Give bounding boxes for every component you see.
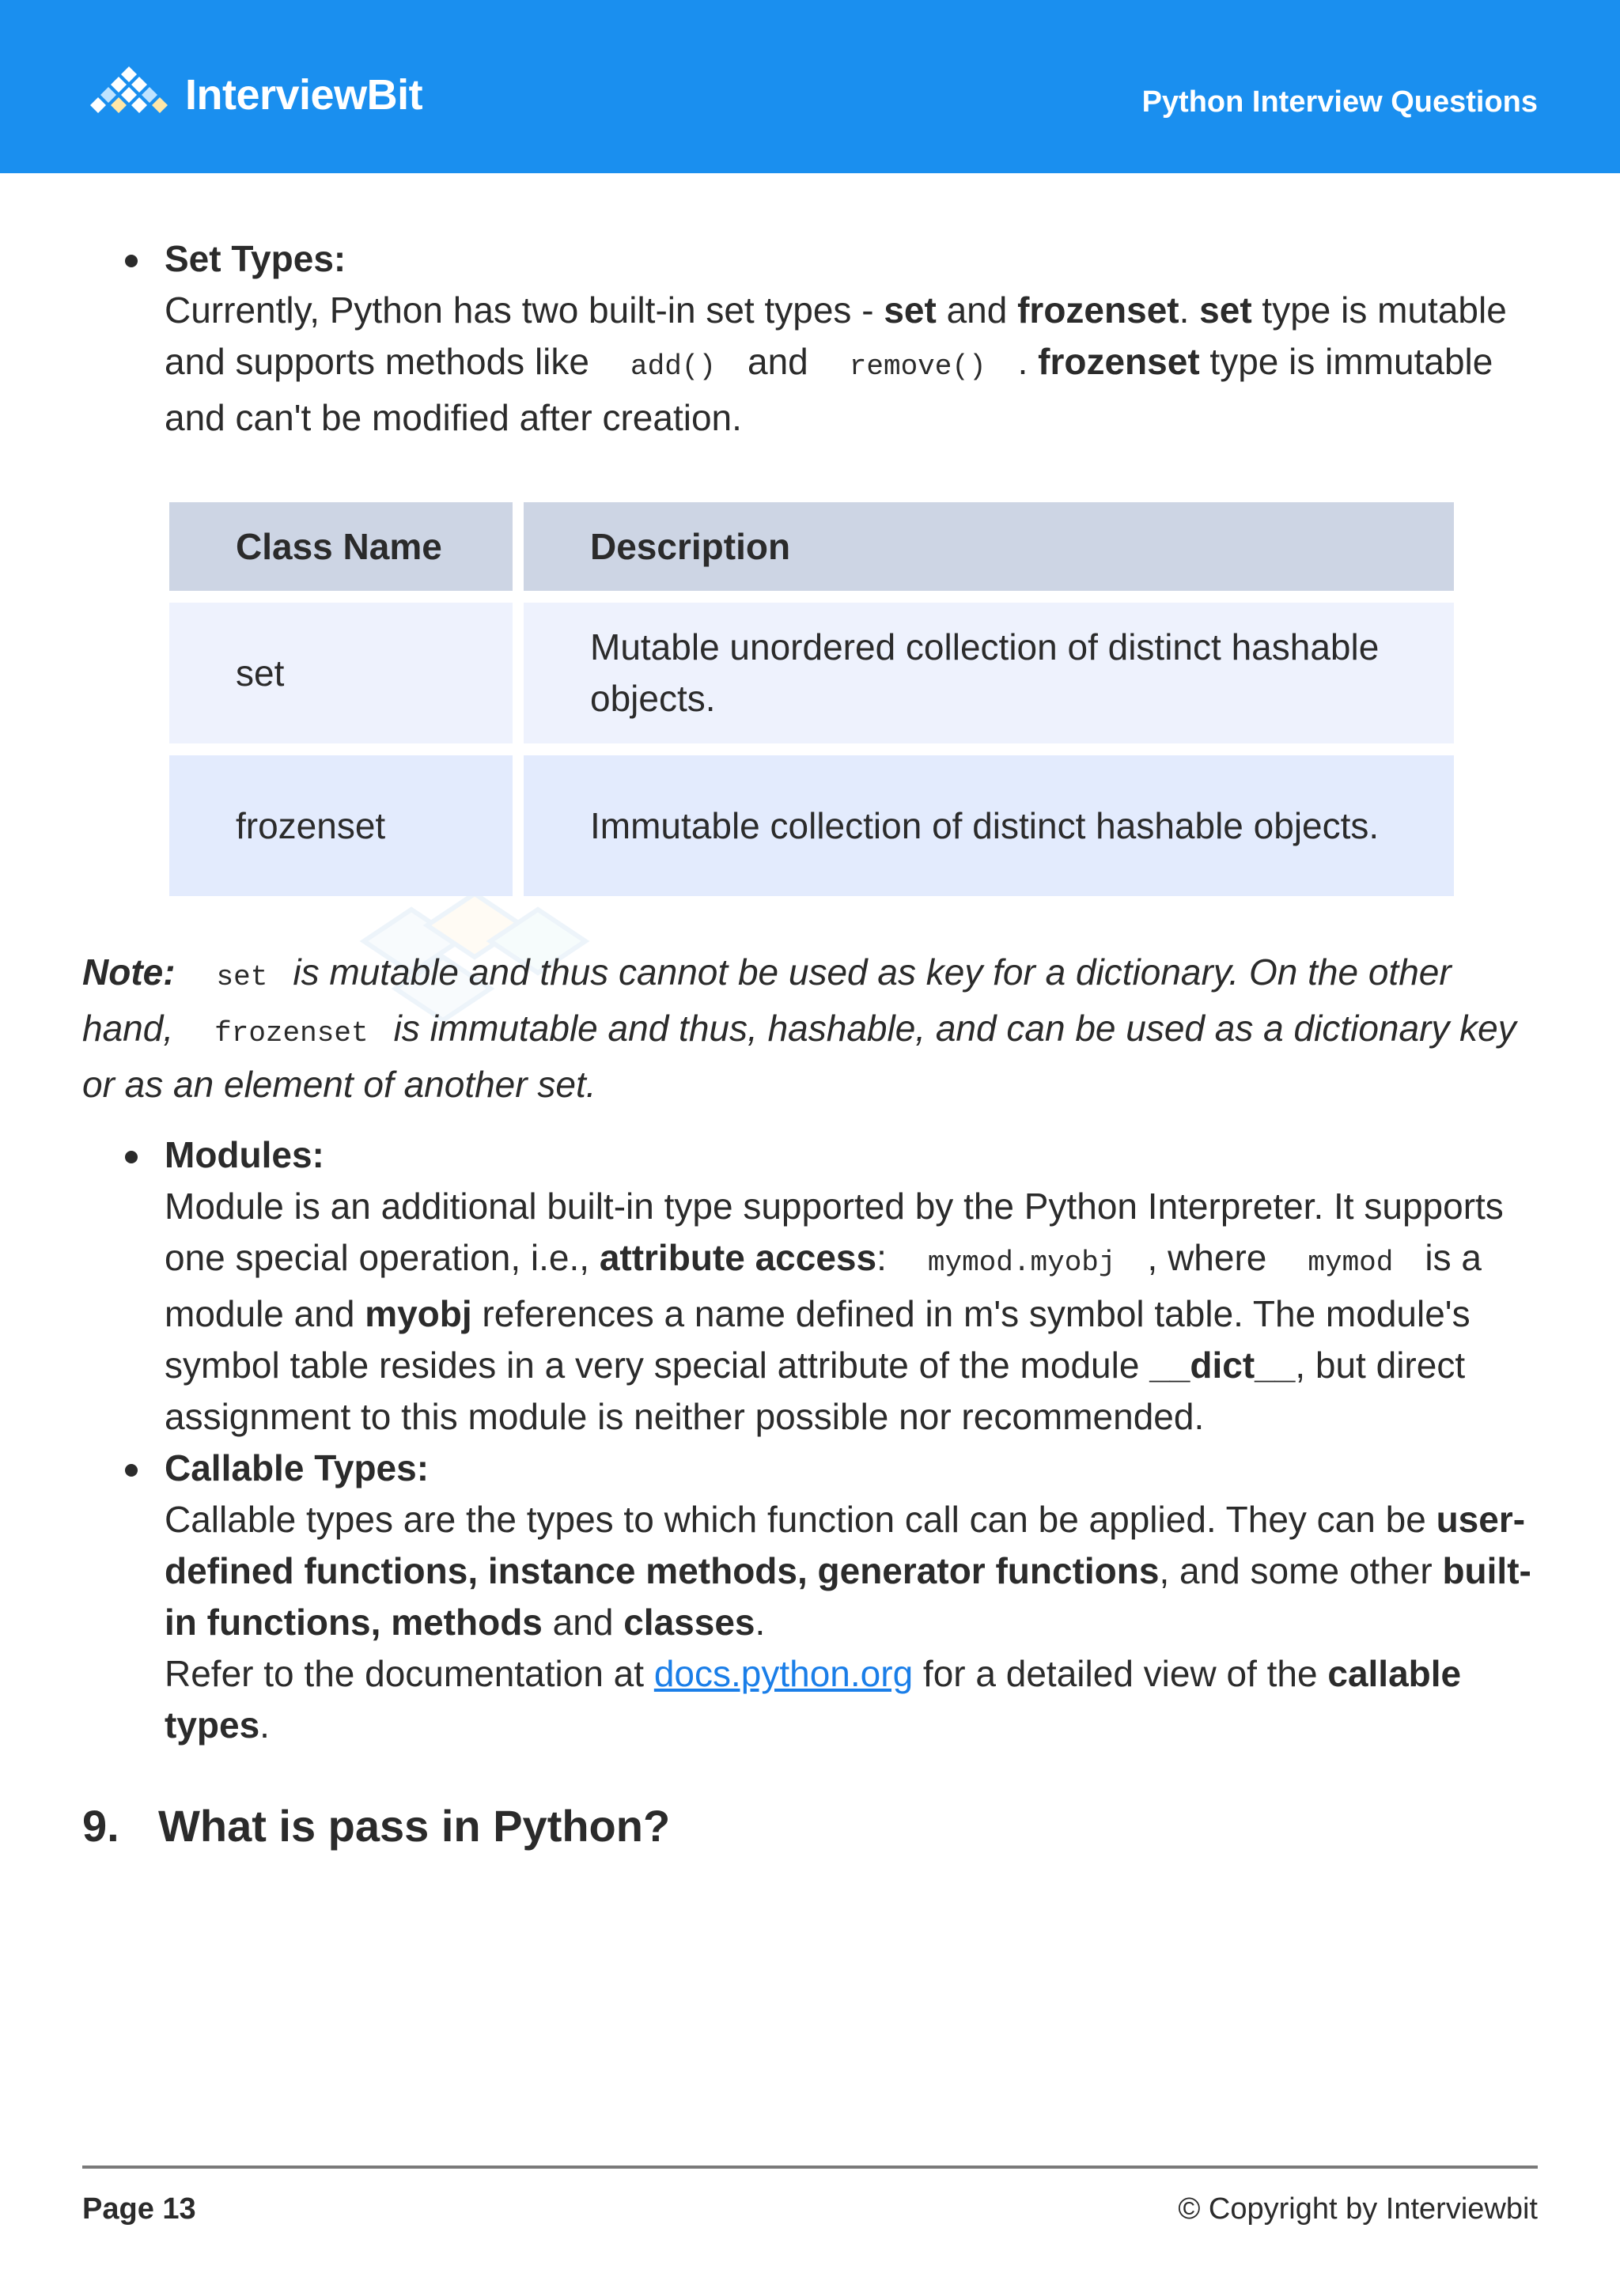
text-span: for a detailed view of the [913, 1653, 1328, 1694]
text-span: . [755, 1602, 766, 1643]
code-mymod: mymod [1308, 1246, 1394, 1279]
bold-frozenset: frozenset [1017, 289, 1179, 331]
bullet [125, 255, 138, 267]
bold-attribute-access: attribute access [599, 1237, 877, 1278]
text-span: is immutable and thus, hashable, and can be used as a dictionary key or as an element of another set. [82, 1008, 1516, 1105]
docs-python-link[interactable]: docs.python.org [653, 1653, 914, 1694]
text-span: : [876, 1237, 887, 1278]
table-header-cell: Class Name [169, 502, 513, 591]
logo-text: InterviewBit [185, 71, 423, 119]
text-span: is a module and [165, 1237, 1482, 1334]
list-item-set-types [82, 233, 1538, 444]
table-cell: Immutable collection of distinct hashable objects. [524, 755, 1454, 896]
set-types-table [169, 502, 1454, 896]
table-cell: frozenset [169, 755, 513, 896]
text-span: is mutable and thus cannot be used as key for a dictionary. On the other hand, [82, 951, 1452, 1049]
bold-myobj: myobj [365, 1293, 472, 1334]
set-types-text [165, 285, 1538, 444]
footer-divider [82, 2166, 1538, 2169]
text-span: Currently, Python has two built-in set types - [165, 289, 884, 331]
bold-function-types: user-defined functions, instance methods, generator functions [165, 1499, 1526, 1591]
code-set: set [216, 961, 268, 993]
question-heading [82, 1800, 1538, 1852]
callable-reference [165, 1648, 1538, 1751]
text-span: type is mutable and supports methods like [165, 289, 1507, 382]
table-cell: Mutable unordered collection of distinct hashable objects. [524, 603, 1454, 743]
modules-text [165, 1181, 1538, 1443]
text-span: Module is an additional built-in type supported by the Python Interpreter. It supports one special operation, i.e., [165, 1186, 1504, 1278]
code-mymod-myobj: mymod.myobj [927, 1246, 1116, 1279]
bold-dict: __dict__ [1149, 1345, 1296, 1386]
text-span: and [542, 1602, 624, 1643]
callable-title: Callable Types: [165, 1447, 430, 1488]
note-label: Note: [82, 951, 176, 993]
copyright-text: © Copyright by Interviewbit [1178, 2192, 1538, 2226]
table-row [169, 603, 1454, 743]
text-span: , and some other [1159, 1550, 1443, 1591]
list-item-modules [82, 1129, 1538, 1443]
table-header-row [169, 502, 1454, 591]
question-number: 9. [82, 1801, 119, 1851]
code-remove: remove() [849, 350, 986, 383]
note-paragraph [82, 947, 1538, 1110]
table-header-cell: Description [524, 502, 1454, 591]
page-header [0, 0, 1620, 173]
modules-title: Modules: [165, 1134, 324, 1175]
text-span: Refer to the documentation at [165, 1653, 654, 1694]
bullet [125, 1151, 138, 1163]
question-text: What is pass in Python? [158, 1801, 671, 1851]
text-span: , where [1147, 1237, 1267, 1278]
logo-diamond-icon [82, 63, 176, 127]
header-title: Python Interview Questions [1141, 85, 1538, 119]
text-span: , but direct assignment to this module is neither possible nor recommended. [165, 1345, 1466, 1437]
table-cell: set [169, 603, 513, 743]
bold-set: set [884, 289, 937, 331]
text-span: references a name defined in m's symbol table. The module's symbol table resides in a very special attribute of the module [165, 1293, 1470, 1386]
text-span: . [259, 1704, 270, 1746]
page-content [82, 233, 1538, 1852]
callable-text [165, 1494, 1538, 1648]
page-number: Page 13 [82, 2192, 196, 2226]
text-span: and [748, 341, 808, 382]
table-row [169, 755, 1454, 896]
text-span: type is immutable and can't be modified after creation. [165, 341, 1493, 438]
list-item-callable-types [82, 1443, 1538, 1751]
bullet [125, 1464, 138, 1477]
bold-builtin-functions: built-in functions, methods [165, 1550, 1531, 1643]
code-frozenset: frozenset [214, 1017, 369, 1050]
text-span: . [1179, 289, 1200, 331]
text-span: . [1017, 341, 1039, 382]
text-span: and [936, 289, 1018, 331]
code-add: add() [630, 350, 717, 383]
bold-classes: classes [623, 1602, 755, 1643]
bold-set: set [1199, 289, 1252, 331]
interviewbit-logo[interactable] [82, 63, 422, 127]
bold-callable-types: callable types [165, 1653, 1462, 1746]
text-span: Callable types are the types to which function call can be applied. They can be [165, 1499, 1436, 1540]
bold-frozenset: frozenset [1038, 341, 1200, 382]
set-types-title: Set Types: [165, 238, 346, 279]
